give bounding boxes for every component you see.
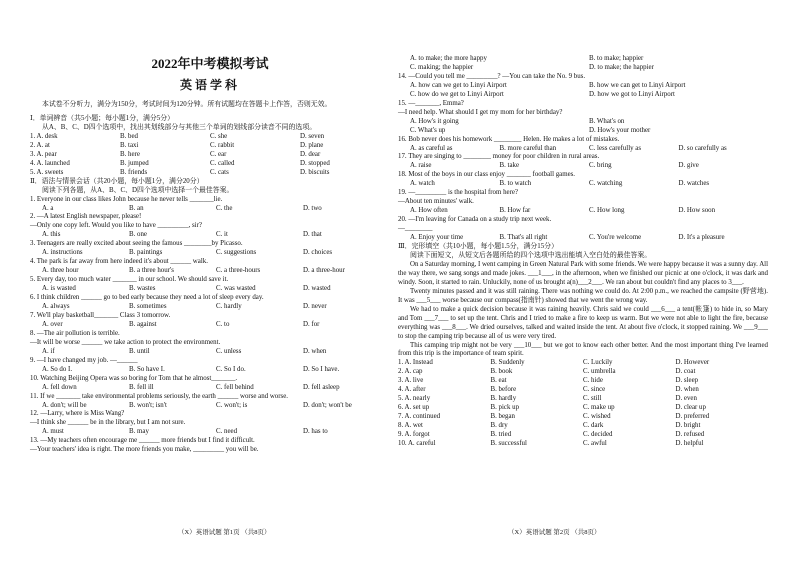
section-1-heading: Ⅰ．单词辨音（共5小题；每小题1分，满分5分） <box>30 115 174 122</box>
question-options <box>30 267 390 276</box>
question-options <box>30 428 390 437</box>
option: B. So have I. <box>129 365 165 373</box>
option: D. refused <box>675 431 705 439</box>
word-item <box>30 151 390 160</box>
option: C. called <box>210 159 235 167</box>
question-options <box>398 127 768 136</box>
option: B. won't; isn't <box>129 401 167 409</box>
option: B. fell ill <box>129 383 154 391</box>
option: B. began <box>490 413 515 421</box>
option: C. she <box>210 132 228 140</box>
cloze-item <box>398 440 768 449</box>
question-options <box>398 55 768 64</box>
option: D. even <box>675 395 697 403</box>
option: D. when <box>675 386 699 394</box>
question-stem: 1. Everyone in our class likes John because he never tells _______lie. <box>30 195 223 203</box>
option: D. that <box>303 231 322 239</box>
question-stem: 6. I think children ______ go to bed early because they need a lot of sleep every day. <box>30 294 264 302</box>
option: B. may <box>129 428 149 436</box>
question-stem: 17. They are singing to ________ money for poor children in rural areas. <box>398 153 600 161</box>
word-item <box>30 169 390 178</box>
option: C. make up <box>583 404 615 412</box>
option: D. helpful <box>675 439 704 447</box>
question-options <box>398 64 768 73</box>
question-stem: 14. —Could you tell me _________? —You can take the No. 9 bus. <box>398 72 586 80</box>
option: B. bed <box>120 132 138 140</box>
question-options <box>30 348 390 357</box>
option: B. sometimes <box>129 303 167 311</box>
section-1-instructions: 从A、B、C、D四个选项中，找出其划线部分与其他三个单词的划线部分读音不同的选项。 <box>42 123 317 131</box>
question-options <box>398 91 768 100</box>
option: A. a <box>42 204 54 212</box>
question-stem: 13. —My teachers often encourage me ______ more friends but I find it difficult. <box>30 437 255 445</box>
option: C. You're welcome <box>589 234 642 242</box>
option: D. seven <box>300 132 325 140</box>
question-stem: 20. —I'm leaving for Canada on a study trip next week. <box>398 216 552 224</box>
question-stem: 12. —Larry, where is Miss Wang? <box>30 410 125 418</box>
option: D. so carefully as <box>678 144 727 152</box>
option: C. ear <box>210 150 227 158</box>
option: B. to watch <box>499 180 532 188</box>
option: B. hardly <box>490 395 517 403</box>
cloze-passage <box>398 261 768 359</box>
question-options <box>398 180 768 189</box>
option: B. What's on <box>589 117 625 125</box>
option: A. How often <box>410 207 448 215</box>
question-stem: 11. If we _______ take environmental problems seriously, the earth ______ worse and worse. <box>30 392 289 400</box>
option: D. how we got to Linyi Airport <box>589 90 675 98</box>
word-item <box>30 160 390 169</box>
option: A. if <box>42 347 55 355</box>
option: 3. A. live <box>398 377 424 385</box>
option: A. is wasted <box>42 285 76 293</box>
option: A. how can we get to Linyi Airport <box>410 81 507 89</box>
question-stem: 8. —The air pollution is terrible. <box>30 329 120 337</box>
option: 2. A. cap <box>398 368 423 376</box>
option: C. how do we get to Linyi Airport <box>410 90 504 98</box>
footer-left: （X）英语试题 第1页 （共8页） <box>178 529 271 536</box>
option: C. hardly <box>216 303 242 311</box>
word-item <box>30 142 390 151</box>
option: C. Luckily <box>583 359 613 367</box>
passage-paragraph: Twenty minutes passed and it was still raining. There was nothing we could do. At 2:00 p.m., we reached the campsite (野营地). It was ___5___ worse because our compass(指南针) showed that we went the wrong way. <box>398 287 768 304</box>
option: D. don't; won't be <box>303 401 352 409</box>
question-stem: —Only one copy left. Would you like to have _________, sir? <box>30 222 202 230</box>
question-stem: —________ <box>398 225 433 233</box>
option: 9. A. forgot <box>398 431 430 439</box>
question-stem: —I need help. What should I get my mom for her birthday? <box>398 108 563 116</box>
question-options <box>398 145 768 154</box>
option: B. That's all right <box>499 234 548 242</box>
option: D. choices <box>303 249 333 257</box>
question-stem: 10. Watching Beijing Opera was so boring for Tom that he almost_______. <box>30 374 238 382</box>
option: B. taxi <box>120 141 139 149</box>
option: C. hide <box>583 377 603 385</box>
option: 1. A. desk <box>30 132 58 140</box>
question-stem: 19. —_________ is the hospital from here? <box>398 189 518 197</box>
question-stem: 9. —I have changed my job. —______ <box>30 356 138 364</box>
option: D. when <box>303 347 327 355</box>
option: B. until <box>129 347 150 355</box>
option: A. So do I. <box>42 365 73 373</box>
option: 4. A. launched <box>30 159 70 167</box>
option: D. two <box>303 204 322 212</box>
option: C. to <box>216 320 230 328</box>
exam-title: 2022年中考模拟考试 <box>151 56 269 71</box>
right-page <box>398 0 768 449</box>
option: B. book <box>490 368 513 376</box>
option: C. need <box>216 428 238 436</box>
option: D. sleep <box>675 377 699 385</box>
option: D. preferred <box>675 413 710 421</box>
option: B. more careful than <box>499 144 557 152</box>
option: A. this <box>42 231 61 239</box>
question-stem: 2. —A latest English newspaper, please! <box>30 213 142 221</box>
question-options <box>30 321 390 330</box>
option: C. since <box>583 386 606 394</box>
cloze-item <box>398 359 768 368</box>
option: C. still <box>583 395 602 403</box>
option: C. decided <box>583 431 613 439</box>
option: A. to make; the more happy <box>410 55 487 62</box>
option: A. Enjoy your time <box>410 234 464 242</box>
cloze-item <box>398 386 768 395</box>
option: C. less carefully as <box>589 144 642 152</box>
section-1-items <box>30 133 390 178</box>
option: 3. A. pear <box>30 150 57 158</box>
option: D. stopped <box>300 159 330 167</box>
option: B. pick up <box>490 404 520 412</box>
section-2-questions <box>30 196 390 456</box>
option: D. plane <box>300 141 324 149</box>
option: C. rabbit <box>210 141 235 149</box>
option: A. instructions <box>42 249 83 257</box>
exam-subject: 英语学科 <box>179 78 240 92</box>
question-stem: —Your teachers' idea is right. The more friends you make, _________ you will be. <box>30 446 259 454</box>
footer-right: （X）英语试题 第2页 （共8页） <box>508 529 601 536</box>
option: D. wasted <box>303 285 331 293</box>
cloze-item <box>398 404 768 413</box>
option: B. to make; happier <box>589 55 644 62</box>
option: 1. A. Instead <box>398 359 433 367</box>
cloze-item <box>398 377 768 386</box>
option: D. It's a pleasure <box>678 234 725 242</box>
option: C. wished <box>583 413 611 421</box>
question-options <box>30 285 390 294</box>
option: 8. A. wet <box>398 422 423 430</box>
option: 10. A. careful <box>398 439 436 447</box>
section-2-instructions: 阅读下列各题，从A、B、C、D四个选项中选择一个最佳答案。 <box>42 186 234 194</box>
option: 5. A. nearly <box>398 395 431 403</box>
option: D. never <box>303 303 327 311</box>
word-item <box>30 133 390 142</box>
option: 5. A. sweets <box>30 168 64 176</box>
option: D. watches <box>678 180 710 188</box>
option: C. What's up <box>410 126 446 134</box>
question-options <box>30 231 390 240</box>
section-2-questions-continued <box>398 73 768 243</box>
question-stem: —About ten minutes' walk. <box>398 198 474 206</box>
question-options <box>398 207 768 216</box>
option: B. dry <box>490 422 508 430</box>
option: A. as careful as <box>410 144 453 152</box>
option: A. watch <box>410 180 435 188</box>
question-stem: 18. Most of the boys in our class enjoy _______ football games. <box>398 171 576 179</box>
option: A. must <box>42 428 64 436</box>
section-3-heading: Ⅲ．完形填空（共10小题，每小题1.5分，满分15分） <box>398 243 558 251</box>
passage-paragraph: On a Saturday morning, I went camping in Green Natural Park with some friends. We were happy because it was a sunny day. All the way there, we sang songs and made jokes. ___1___, in the afternoon, when we finished our picnic at one o'clock, it was dark and windy. Soon, it started to rain. Unluckily, none of us brought a(n)___2___. We ran about but couldn't find any places to 3___. <box>398 260 768 286</box>
option: B. one <box>129 231 147 239</box>
option: D. has to <box>303 428 328 436</box>
option: A. raise <box>410 162 432 170</box>
section-2-heading: Ⅱ．语法与情景会话（共20小题，每小题1分，满分20分） <box>30 177 204 185</box>
section-3-instructions: 阅读下面短文，从短文后各题所给的四个选项中选出能填入空白处的最佳答案。 <box>410 251 652 259</box>
question-options <box>30 249 390 258</box>
option: 7. A. continued <box>398 413 441 421</box>
option: B. wastes <box>129 285 156 293</box>
option: D. However <box>675 359 710 367</box>
option: B. tried <box>490 431 512 439</box>
option: C. bring <box>589 162 612 170</box>
option: C. fell behind <box>216 383 254 391</box>
option: D. dear <box>300 150 321 158</box>
option: D. give <box>678 162 699 170</box>
exam-note: 本试卷不分听力，满分为150分，考试时间为120分钟。所有试题均在答题卡上作答，否则无效。 <box>42 101 332 108</box>
passage-paragraph: We had to make a quick decision because it was raining heavily. Chris said we could ___6___ a tent(帐篷) to hide in, so Mary and Tom ___7___ to set up the tent. Chris and I tried to make a fire to keep us warm. But we were not able to light the fire, because everything was ___8___. We dried ourselves, talked and waited inside the tent. At about five o'clock, it stopped raining. We ___9___ to stop the camping trip because all of us were very tired. <box>398 305 768 340</box>
option: B. Suddenly <box>490 359 525 367</box>
option: A. three hour <box>42 267 79 275</box>
option: C. awful <box>583 439 607 447</box>
cloze-item <box>398 413 768 422</box>
option: C. won't; is <box>216 401 248 409</box>
option: C. dark <box>583 422 604 430</box>
left-page <box>30 0 390 455</box>
option: D. How's your mother <box>589 126 651 134</box>
option: B. friends <box>120 168 148 176</box>
option: B. successful <box>490 439 527 447</box>
option: A. fell down <box>42 383 77 391</box>
option: D. bright <box>675 422 701 430</box>
option: 4. A. after <box>398 386 426 394</box>
option: 2. A. at <box>30 141 50 149</box>
option: B. How far <box>499 207 531 215</box>
cloze-options <box>398 359 768 449</box>
option: B. a three hour's <box>129 267 174 275</box>
cloze-item <box>398 431 768 440</box>
question-stem: 15. —_______, Emma? <box>398 99 464 107</box>
option: A. don't; will be <box>42 401 87 409</box>
option: C. watching <box>589 180 623 188</box>
option: C. How long <box>589 207 625 215</box>
cloze-item <box>398 395 768 404</box>
option: C. So I do. <box>216 365 246 373</box>
question-options <box>30 366 390 375</box>
option: D. to make; the happier <box>589 63 654 71</box>
option: D. a three-hour <box>303 267 345 275</box>
option: B. jumped <box>120 159 149 167</box>
option: B. eat <box>490 377 507 385</box>
question-options <box>398 162 768 171</box>
option: B. take <box>499 162 520 170</box>
passage-paragraph: This camping trip might not be very ___10___ but we got to know each other better. And the most important thing I've learned from this trip is the importance of team spirit. <box>398 341 768 358</box>
option: D. biscuits <box>300 168 330 176</box>
option: A. How's it going <box>410 117 459 125</box>
question-stem: 5. Every day, too much water _______ in our school. We should save it. <box>30 276 229 284</box>
option: C. umbrella <box>583 368 616 376</box>
option: 6. A. set up <box>398 404 430 412</box>
question-stem: 3. Teenagers are really excited about seeing the famous ________by Picasso. <box>30 240 243 248</box>
option: A. over <box>42 320 63 328</box>
option: C. the <box>216 204 233 212</box>
cloze-item <box>398 368 768 377</box>
option: D. So I have. <box>303 365 340 373</box>
option: C. a three-hours <box>216 267 261 275</box>
option: C. was wasted <box>216 285 256 293</box>
option: B. here <box>120 150 140 158</box>
option: C. it <box>216 231 228 239</box>
question-stem: 4. The park is far away from here indeed it's about ______ walk. <box>30 258 208 266</box>
question-options <box>398 234 768 243</box>
question-13-options <box>398 55 768 73</box>
option: C. making; the happier <box>410 63 474 71</box>
option: C. cats <box>210 168 229 176</box>
option: D. How soon <box>678 207 716 215</box>
question-options <box>30 303 390 312</box>
question-stem: —It will be worse ______ we take action to protect the environment. <box>30 338 221 346</box>
option: B. paintings <box>129 249 163 257</box>
question-stem: 7. We'll play basketball_______ Class 3 tomorrow. <box>30 311 171 319</box>
option: D. clear up <box>675 404 706 412</box>
question-options <box>30 205 390 214</box>
question-options <box>30 402 390 411</box>
option: A. always <box>42 303 70 311</box>
option: B. how we can get to Linyi Airport <box>589 81 686 89</box>
question-stem: —I think she ______ be in the library, but I am not sure. <box>30 419 186 427</box>
option: B. before <box>490 386 517 394</box>
option: B. an <box>129 204 144 212</box>
option: D. for <box>303 320 320 328</box>
option: D. coat <box>675 368 696 376</box>
question-options <box>30 384 390 393</box>
cloze-item <box>398 422 768 431</box>
option: C. unless <box>216 347 242 355</box>
option: B. against <box>129 320 157 328</box>
question-options <box>398 82 768 91</box>
question-options <box>398 118 768 127</box>
option: D. fell asleep <box>303 383 340 391</box>
option: C. suggestions <box>216 249 257 257</box>
question-stem: 16. Bob never does his homework ________ Helen. He makes a lot of mistakes. <box>398 135 620 143</box>
